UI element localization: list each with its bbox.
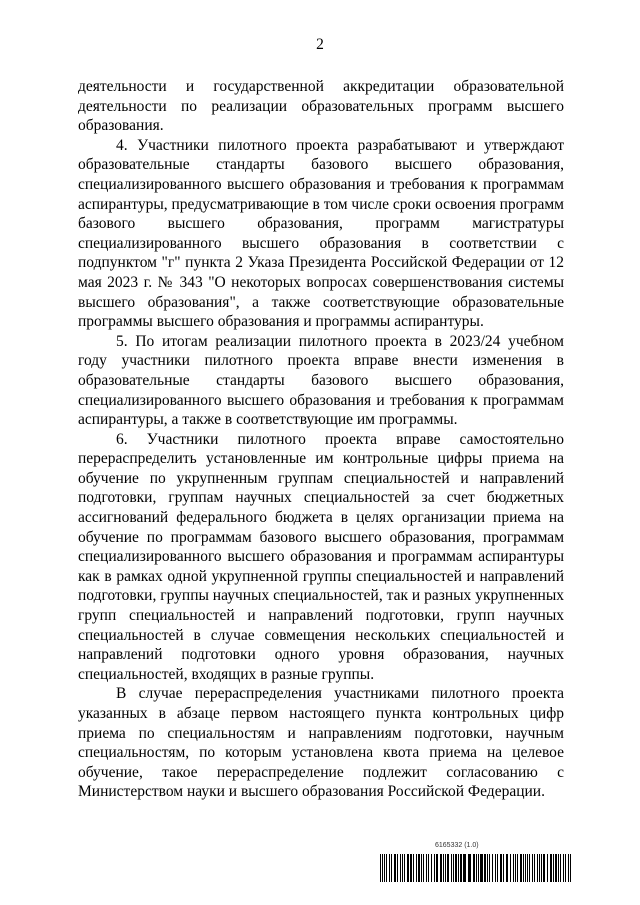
document-body — [78, 77, 564, 802]
barcode-icon — [380, 854, 572, 882]
paragraph-item-4: 4. Участники пилотного проекта разрабатывают и утверждают образовательные стандарты базового высшего образования, специализированного высшего образования и требования к программам аспирантуры, предусматривающие в том числе сроки освоения программ базового высшего образования, программ магистратуры специализированного высшего образования в соответствии с подпунктом "г" пункта 2 Указа Президента Российской Федерации от 12 мая 2023 г. № 343 "О некоторых вопросах совершенствования системы высшего образования", а также соответствующие образовательные программы высшего образования и программы аспирантуры. — [78, 136, 564, 331]
paragraph-continuation: деятельности и государственной аккредитации образовательной деятельности по реализации образовательных программ высшего образования. — [78, 78, 564, 135]
document-code: 6165332 (1.0) — [435, 842, 479, 849]
paragraph-item-6-second: В случае перераспределения участниками пилотного проекта указанных в абзаце первом настоящего пункта контрольных цифр приема по специальностям и направлениям подготовки, научным специальностям, по которым установлена квота приема на целевое обучение, такое перераспределение подлежит согласованию с Министерством науки и высшего образования Российской Федерации. — [78, 685, 564, 801]
paragraph-item-6: 6. Участники пилотного проекта вправе самостоятельно перераспределить установленные им контрольные цифры приема на обучение по укрупненным группам специальностей и направлений подготовки, группам научных специальностей за счет бюджетных ассигнований федерального бюджета в целях организации приема на обучение по программам базового высшего образования, программам специализированного высшего образования и программам аспирантуры как в рамках одной укрупненной группы специальностей и направлений подготовки, группы научных специальностей, так и разных укрупненных групп специальностей и направлений подготовки, групп научных специальностей в случае совмещения нескольких специальностей и направлений подготовки одного уровня образования, научных специальностей, входящих в разные группы. — [78, 430, 564, 683]
paragraph-item-5: 5. По итогам реализации пилотного проекта в 2023/24 учебном году участники пилотного проекта вправе внести изменения в образовательные стандарты базового высшего образования, специализированного высшего образования и требования к программам аспирантуры, а также в соответствующие им программы. — [78, 332, 564, 429]
page-number: 2 — [316, 36, 324, 53]
